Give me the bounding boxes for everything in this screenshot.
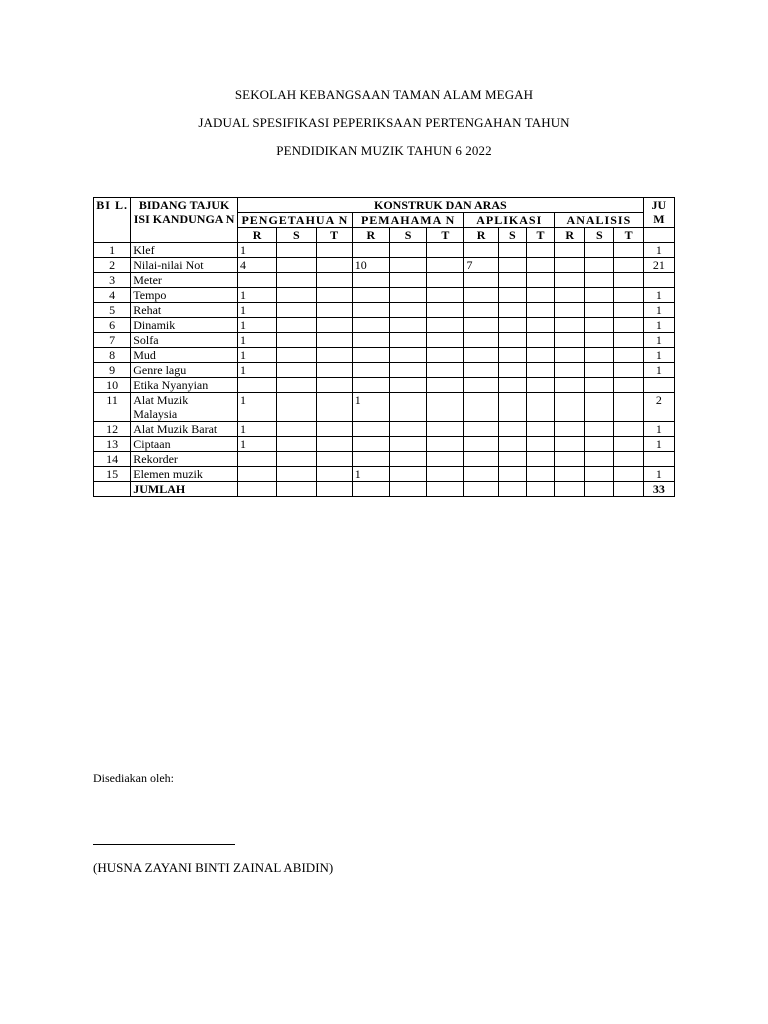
item-count-cell: [498, 348, 526, 363]
row-topic: Alat Muzik Malaysia: [131, 393, 238, 422]
item-count-cell: [498, 467, 526, 482]
item-count-cell: 1: [352, 467, 389, 482]
item-count-cell: [614, 363, 643, 378]
item-count-cell: [585, 422, 614, 437]
item-count-cell: [427, 348, 464, 363]
row-topic: Mud: [131, 348, 238, 363]
header-bil: BI L.: [94, 198, 131, 243]
item-count-cell: [464, 348, 498, 363]
total-row-blank: [316, 482, 352, 497]
table-row: [94, 258, 675, 273]
total-row-blank: [352, 482, 389, 497]
item-count-cell: [237, 273, 276, 288]
row-number: 4: [94, 288, 131, 303]
item-count-cell: [555, 363, 585, 378]
total-row-blank: [94, 482, 131, 497]
item-count-cell: [427, 422, 464, 437]
level-header: T: [427, 228, 464, 243]
row-topic: Ciptaan: [131, 437, 238, 452]
item-count-cell: [389, 258, 426, 273]
item-count-cell: [614, 288, 643, 303]
item-count-cell: [352, 452, 389, 467]
row-total: 1: [643, 303, 674, 318]
item-count-cell: [526, 363, 554, 378]
item-count-cell: [277, 467, 316, 482]
item-count-cell: [526, 467, 554, 482]
item-count-cell: 1: [237, 437, 276, 452]
table-row: [94, 393, 675, 422]
row-number: 12: [94, 422, 131, 437]
item-count-cell: [277, 273, 316, 288]
item-count-cell: [585, 273, 614, 288]
row-total: 1: [643, 437, 674, 452]
item-count-cell: [464, 318, 498, 333]
item-count-cell: [555, 348, 585, 363]
table-row: [94, 378, 675, 393]
item-count-cell: [526, 288, 554, 303]
item-count-cell: [526, 258, 554, 273]
row-total: 1: [643, 243, 674, 258]
group-header-analisis: ANALISIS: [555, 213, 644, 228]
item-count-cell: [585, 333, 614, 348]
table-row: [94, 288, 675, 303]
row-total: 1: [643, 333, 674, 348]
item-count-cell: [526, 273, 554, 288]
item-count-cell: 1: [237, 318, 276, 333]
item-count-cell: [555, 333, 585, 348]
item-count-cell: [498, 393, 526, 422]
level-header: S: [585, 228, 614, 243]
item-count-cell: 7: [464, 258, 498, 273]
item-count-cell: 1: [237, 333, 276, 348]
item-count-cell: [427, 303, 464, 318]
row-number: 15: [94, 467, 131, 482]
item-count-cell: [614, 393, 643, 422]
total-row-blank: [389, 482, 426, 497]
item-count-cell: [427, 258, 464, 273]
item-count-cell: [316, 333, 352, 348]
item-count-cell: [427, 393, 464, 422]
item-count-cell: 1: [237, 303, 276, 318]
item-count-cell: [316, 467, 352, 482]
item-count-cell: [277, 348, 316, 363]
row-topic: Tempo: [131, 288, 238, 303]
item-count-cell: [389, 437, 426, 452]
item-count-cell: [555, 378, 585, 393]
item-count-cell: [526, 422, 554, 437]
row-topic: Alat Muzik Barat: [131, 422, 238, 437]
item-count-cell: [614, 467, 643, 482]
row-number: 7: [94, 333, 131, 348]
item-count-cell: [585, 378, 614, 393]
document-title: JADUAL SPESIFIKASI PEPERIKSAAN PERTENGAHAN TAHUN: [198, 115, 570, 130]
item-count-cell: [427, 437, 464, 452]
level-header: S: [277, 228, 316, 243]
row-number: 1: [94, 243, 131, 258]
item-count-cell: [316, 348, 352, 363]
row-total: 1: [643, 288, 674, 303]
total-row-blank: [464, 482, 498, 497]
item-count-cell: [427, 467, 464, 482]
row-number: 14: [94, 452, 131, 467]
item-count-cell: [352, 243, 389, 258]
total-row-blank: [526, 482, 554, 497]
item-count-cell: 1: [352, 393, 389, 422]
item-count-cell: [585, 467, 614, 482]
item-count-cell: [555, 452, 585, 467]
item-count-cell: [555, 393, 585, 422]
row-topic: Meter: [131, 273, 238, 288]
level-header: T: [316, 228, 352, 243]
item-count-cell: [352, 303, 389, 318]
row-total: 1: [643, 422, 674, 437]
item-count-cell: [464, 333, 498, 348]
item-count-cell: [526, 348, 554, 363]
item-count-cell: [555, 422, 585, 437]
item-count-cell: [464, 378, 498, 393]
item-count-cell: [614, 318, 643, 333]
item-count-cell: [498, 363, 526, 378]
item-count-cell: [498, 422, 526, 437]
item-count-cell: [427, 273, 464, 288]
item-count-cell: 1: [237, 243, 276, 258]
item-count-cell: 10: [352, 258, 389, 273]
table-row: [94, 348, 675, 363]
item-count-cell: [316, 303, 352, 318]
total-row-blank: [614, 482, 643, 497]
item-count-cell: [389, 378, 426, 393]
row-number: 2: [94, 258, 131, 273]
item-count-cell: [585, 348, 614, 363]
group-header-pengetahuan: PENGETAHUA N: [237, 213, 352, 228]
item-count-cell: [316, 273, 352, 288]
item-count-cell: [464, 288, 498, 303]
item-count-cell: [526, 452, 554, 467]
item-count-cell: [498, 378, 526, 393]
row-total: 1: [643, 467, 674, 482]
item-count-cell: [464, 422, 498, 437]
header-jum-blank: [643, 228, 674, 243]
row-topic: Elemen muzik: [131, 467, 238, 482]
item-count-cell: [585, 318, 614, 333]
item-count-cell: [464, 452, 498, 467]
level-header: R: [352, 228, 389, 243]
total-row-blank: [427, 482, 464, 497]
level-header: S: [389, 228, 426, 243]
row-topic: Rehat: [131, 303, 238, 318]
item-count-cell: [316, 378, 352, 393]
item-count-cell: [498, 452, 526, 467]
item-count-cell: [526, 378, 554, 393]
total-row-blank: [498, 482, 526, 497]
item-count-cell: [585, 258, 614, 273]
item-count-cell: [352, 422, 389, 437]
item-count-cell: [277, 333, 316, 348]
row-number: 6: [94, 318, 131, 333]
row-total: 1: [643, 363, 674, 378]
item-count-cell: 1: [237, 393, 276, 422]
item-count-cell: [352, 378, 389, 393]
item-count-cell: [389, 422, 426, 437]
item-count-cell: [614, 348, 643, 363]
item-count-cell: [277, 303, 316, 318]
item-count-cell: [585, 437, 614, 452]
table-row: [94, 452, 675, 467]
prepared-by-label: Disediakan oleh:: [93, 771, 174, 785]
row-total: 2: [643, 393, 674, 422]
table-row: [94, 437, 675, 452]
item-count-cell: [427, 378, 464, 393]
item-count-cell: [498, 318, 526, 333]
table-row: [94, 363, 675, 378]
level-header: T: [614, 228, 643, 243]
item-count-cell: [555, 273, 585, 288]
item-count-cell: [464, 437, 498, 452]
row-topic: Solfa: [131, 333, 238, 348]
row-total: 21: [643, 258, 674, 273]
item-count-cell: [498, 258, 526, 273]
item-count-cell: [316, 258, 352, 273]
row-topic: Genre lagu: [131, 363, 238, 378]
level-header: S: [498, 228, 526, 243]
item-count-cell: [585, 303, 614, 318]
row-number: 13: [94, 437, 131, 452]
item-count-cell: [614, 333, 643, 348]
item-count-cell: [389, 393, 426, 422]
item-count-cell: [498, 303, 526, 318]
header-jum: JU M: [643, 198, 674, 228]
item-count-cell: [389, 303, 426, 318]
item-count-cell: [427, 363, 464, 378]
item-count-cell: [277, 378, 316, 393]
item-count-cell: [555, 318, 585, 333]
row-number: 10: [94, 378, 131, 393]
item-count-cell: [526, 333, 554, 348]
item-count-cell: [389, 243, 426, 258]
item-count-cell: [427, 318, 464, 333]
grand-total: 33: [643, 482, 674, 497]
total-row-blank: [585, 482, 614, 497]
row-topic: Nilai-nilai Not: [131, 258, 238, 273]
row-topic: Rekorder: [131, 452, 238, 467]
item-count-cell: [389, 452, 426, 467]
row-total: 1: [643, 348, 674, 363]
row-topic: Dinamik: [131, 318, 238, 333]
item-count-cell: [464, 303, 498, 318]
signatory-name: (HUSNA ZAYANI BINTI ZAINAL ABIDIN): [93, 860, 334, 875]
item-count-cell: [464, 363, 498, 378]
item-count-cell: [389, 333, 426, 348]
level-header: R: [555, 228, 585, 243]
item-count-cell: [526, 243, 554, 258]
level-header: T: [526, 228, 554, 243]
group-header-pemahaman: PEMAHAMA N: [352, 213, 464, 228]
item-count-cell: [316, 422, 352, 437]
item-count-cell: [464, 393, 498, 422]
item-count-cell: [427, 288, 464, 303]
item-count-cell: [585, 363, 614, 378]
item-count-cell: 1: [237, 363, 276, 378]
item-count-cell: [389, 288, 426, 303]
item-count-cell: [464, 273, 498, 288]
item-count-cell: [316, 363, 352, 378]
specification-table: [93, 197, 675, 497]
item-count-cell: [352, 348, 389, 363]
item-count-cell: [352, 288, 389, 303]
row-number: 5: [94, 303, 131, 318]
item-count-cell: [498, 288, 526, 303]
item-count-cell: [427, 452, 464, 467]
item-count-cell: [277, 318, 316, 333]
item-count-cell: [526, 393, 554, 422]
item-count-cell: [555, 303, 585, 318]
item-count-cell: [427, 333, 464, 348]
row-total: [643, 452, 674, 467]
total-row-blank: [277, 482, 316, 497]
item-count-cell: [352, 363, 389, 378]
item-count-cell: [352, 273, 389, 288]
school-name: SEKOLAH KEBANGSAAN TAMAN ALAM MEGAH: [234, 87, 534, 102]
table-row: [94, 333, 675, 348]
item-count-cell: [316, 393, 352, 422]
item-count-cell: 1: [237, 422, 276, 437]
item-count-cell: [614, 378, 643, 393]
table-row: [94, 422, 675, 437]
table-body: [94, 243, 675, 497]
item-count-cell: [526, 437, 554, 452]
group-header-aplikasi: APLIKASI: [464, 213, 555, 228]
item-count-cell: [427, 243, 464, 258]
item-count-cell: [555, 288, 585, 303]
item-count-cell: [389, 273, 426, 288]
total-row-blank: [555, 482, 585, 497]
item-count-cell: [237, 467, 276, 482]
row-number: 9: [94, 363, 131, 378]
subject-title: PENDIDIKAN MUZIK TAHUN 6 2022: [276, 143, 492, 158]
item-count-cell: [585, 288, 614, 303]
item-count-cell: [614, 452, 643, 467]
item-count-cell: [585, 243, 614, 258]
header-bidang: BIDANG TAJUK ISI KANDUNGA N: [131, 198, 238, 243]
item-count-cell: [555, 437, 585, 452]
item-count-cell: [277, 363, 316, 378]
item-count-cell: [498, 333, 526, 348]
item-count-cell: [555, 467, 585, 482]
item-count-cell: 4: [237, 258, 276, 273]
item-count-cell: [277, 288, 316, 303]
item-count-cell: [277, 258, 316, 273]
item-count-cell: [237, 452, 276, 467]
row-number: 8: [94, 348, 131, 363]
item-count-cell: 1: [237, 348, 276, 363]
row-topic: Klef: [131, 243, 238, 258]
item-count-cell: [464, 467, 498, 482]
item-count-cell: [316, 288, 352, 303]
header-konstruk: KONSTRUK DAN ARAS: [237, 198, 643, 213]
total-row: [94, 482, 675, 497]
level-header: R: [237, 228, 276, 243]
item-count-cell: [555, 258, 585, 273]
item-count-cell: [526, 303, 554, 318]
item-count-cell: [585, 393, 614, 422]
item-count-cell: [277, 393, 316, 422]
item-count-cell: [614, 437, 643, 452]
row-total: [643, 378, 674, 393]
item-count-cell: [277, 243, 316, 258]
item-count-cell: [316, 243, 352, 258]
level-header: R: [464, 228, 498, 243]
item-count-cell: [316, 437, 352, 452]
item-count-cell: 1: [237, 288, 276, 303]
item-count-cell: [352, 437, 389, 452]
table-row: [94, 318, 675, 333]
item-count-cell: [237, 378, 276, 393]
item-count-cell: [614, 273, 643, 288]
row-number: 3: [94, 273, 131, 288]
signature-line: [93, 844, 235, 845]
item-count-cell: [498, 437, 526, 452]
table-row: [94, 243, 675, 258]
item-count-cell: [526, 318, 554, 333]
item-count-cell: [585, 452, 614, 467]
item-count-cell: [277, 452, 316, 467]
table-row: [94, 273, 675, 288]
item-count-cell: [498, 273, 526, 288]
item-count-cell: [614, 422, 643, 437]
row-total: [643, 273, 674, 288]
item-count-cell: [316, 452, 352, 467]
item-count-cell: [352, 318, 389, 333]
item-count-cell: [464, 243, 498, 258]
item-count-cell: [277, 422, 316, 437]
item-count-cell: [614, 258, 643, 273]
item-count-cell: [614, 243, 643, 258]
item-count-cell: [352, 333, 389, 348]
item-count-cell: [389, 318, 426, 333]
item-count-cell: [389, 363, 426, 378]
table-row: [94, 467, 675, 482]
item-count-cell: [389, 348, 426, 363]
item-count-cell: [555, 243, 585, 258]
item-count-cell: [498, 243, 526, 258]
total-row-blank: [237, 482, 276, 497]
total-label: JUMLAH: [131, 482, 238, 497]
row-number: 11: [94, 393, 131, 422]
row-topic: Etika Nyanyian: [131, 378, 238, 393]
item-count-cell: [389, 467, 426, 482]
row-total: 1: [643, 318, 674, 333]
table-row: [94, 303, 675, 318]
item-count-cell: [277, 437, 316, 452]
item-count-cell: [614, 303, 643, 318]
item-count-cell: [316, 318, 352, 333]
